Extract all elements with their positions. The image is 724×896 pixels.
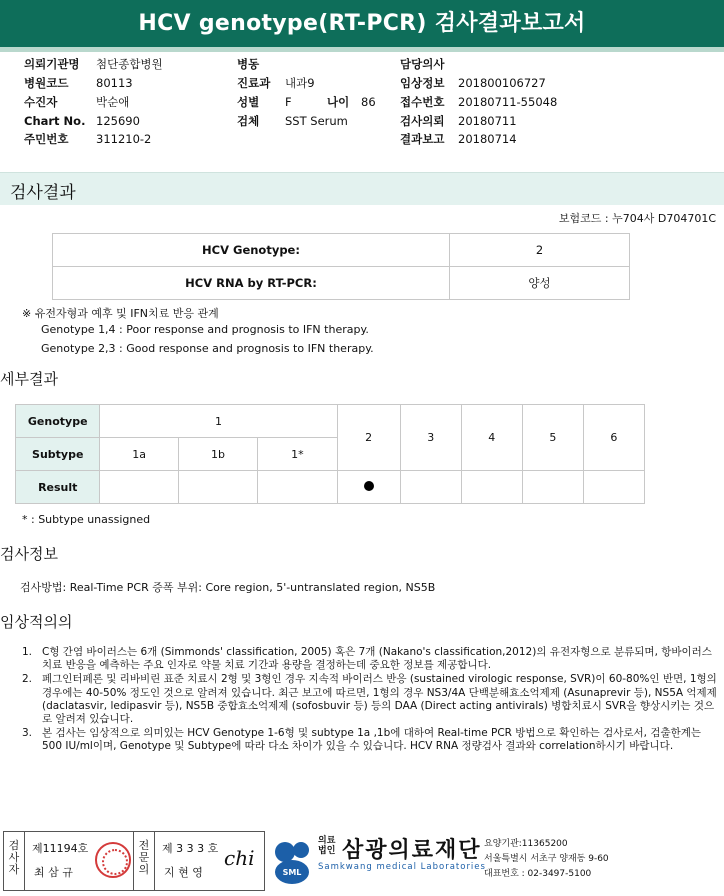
result-cell bbox=[461, 471, 522, 504]
info-value: 20180711 bbox=[458, 114, 517, 128]
specialist-signature: chi bbox=[224, 846, 255, 870]
method-section-heading: 검사정보 bbox=[0, 545, 58, 563]
genotype-cell: 4 bbox=[461, 405, 522, 471]
info-label: 검사의뢰 bbox=[400, 114, 445, 128]
tester-name: 최 삼 규 bbox=[34, 866, 73, 879]
age-value: 86 bbox=[361, 95, 376, 109]
summary-table bbox=[52, 233, 630, 300]
org-english: Samkwang medical Laboratories bbox=[318, 862, 486, 872]
specialist-license: 제 3 3 3 호 bbox=[162, 842, 219, 855]
list-text: 본 검사는 임상적으로 의미있는 HCV Genotype 1-6형 및 subtype 1a ,1b에 대하여 Real-time PCR 방법으로 확인하는 검사로서, 검출한계는 500 IU/ml이며, Genotype 및 Subtype에 따라 다소 차이가 있을 수 있습니다. HCV RNA 정량검사 결과와 correlation하시기 바랍니다. bbox=[42, 727, 702, 753]
logo-text: SML bbox=[282, 868, 302, 877]
clinical-section-heading: 임상적의의 bbox=[0, 613, 73, 631]
result-section-heading: 검사결과 bbox=[10, 183, 76, 203]
info-value: 첨단종합병원 bbox=[96, 57, 163, 71]
info-value: 80113 bbox=[96, 76, 133, 90]
result-cell bbox=[400, 471, 461, 504]
subtype-row-label: Subtype bbox=[16, 438, 100, 471]
notes-title: ※ 유전자형과 예후 및 IFN치료 반응 관계 bbox=[22, 307, 219, 320]
genotype-cell: 2 bbox=[337, 405, 400, 471]
info-value: 박순애 bbox=[96, 95, 130, 109]
result-marker-dot bbox=[364, 481, 374, 491]
list-number: 2. bbox=[22, 673, 33, 686]
tester-license: 제11194호 bbox=[32, 842, 89, 855]
genotype-row-label: Genotype bbox=[16, 405, 100, 438]
info-label: 검체 bbox=[237, 114, 260, 128]
tester-label: 검사자 bbox=[8, 839, 20, 876]
detail-table bbox=[15, 404, 645, 504]
footer bbox=[0, 828, 724, 896]
notes-line-2: Genotype 2,3 : Good response and prognosis to IFN therapy. bbox=[41, 342, 374, 355]
result-cell bbox=[258, 471, 337, 504]
list-item bbox=[22, 646, 722, 672]
specialist-name: 지 현 영 bbox=[164, 866, 203, 879]
result-row-label: Result bbox=[16, 471, 100, 504]
subtype-cell: 1b bbox=[178, 438, 257, 471]
info-label: 결과보고 bbox=[400, 132, 445, 146]
list-number: 1. bbox=[22, 646, 33, 658]
info-value: 20180714 bbox=[458, 132, 517, 146]
info-label: 성별 bbox=[237, 95, 260, 109]
org-name: 삼광의료재단 bbox=[342, 838, 482, 863]
tester-seal bbox=[95, 842, 131, 878]
subtype-footnote: * : Subtype unassigned bbox=[22, 513, 151, 526]
info-column-2 bbox=[237, 56, 387, 151]
info-value: 125690 bbox=[96, 114, 140, 128]
table-row bbox=[53, 267, 630, 300]
summary-key: HCV RNA by RT-PCR: bbox=[53, 267, 450, 300]
summary-value: 양성 bbox=[450, 267, 630, 300]
genotype-cell: 6 bbox=[583, 405, 644, 471]
info-label: 진료과 bbox=[237, 76, 271, 90]
genotype-1-cell: 1 bbox=[100, 405, 337, 438]
info-label: 수진자 bbox=[24, 95, 58, 109]
notes-line-1: Genotype 1,4 : Poor response and prognosis to IFN therapy. bbox=[41, 323, 369, 336]
table-row bbox=[53, 234, 630, 267]
info-value: SST Serum bbox=[285, 114, 348, 128]
result-section-band bbox=[0, 172, 724, 205]
info-value: 311210-2 bbox=[96, 132, 152, 146]
info-label: 임상정보 bbox=[400, 76, 445, 90]
summary-key: HCV Genotype: bbox=[53, 234, 450, 267]
age-label: 나이 bbox=[327, 95, 350, 109]
info-value: 20180711-55048 bbox=[458, 95, 558, 109]
result-cell-genotype-2 bbox=[337, 471, 400, 504]
info-label: 담당의사 bbox=[400, 57, 445, 71]
list-text: 페그인터페론 및 리바비린 표준 치료시 2형 및 3형인 경우 지속적 바이러스 반응 (sustained virologic response, SVR)이 60-80%인 반면, 1형의 경우에는 40-50% 정도인 것으로 알려져 있습니다. 최근 보고에 따르면, 1형의 경우 NS3/4A 단백분해효소억제제 (Asunaprevir 등), NS5A 억제제 (daclatasvir, ledipasvir 등), NS5B 중합효소억제제 (sofosbuvir 등) 등의 DAA (Direct acting antivirals) 병합치료시 SVR을 향상시키는 것으로 알려져 있습니다. bbox=[42, 673, 717, 726]
table-row bbox=[16, 405, 645, 438]
list-number: 3. bbox=[22, 727, 33, 740]
info-value: F bbox=[285, 95, 292, 109]
genotype-cell: 5 bbox=[522, 405, 583, 471]
info-column-1 bbox=[24, 56, 224, 151]
list-item bbox=[22, 673, 722, 726]
result-cell bbox=[522, 471, 583, 504]
info-value: 201800106727 bbox=[458, 76, 546, 90]
org-type: 의료 법인 bbox=[318, 836, 336, 856]
summary-value: 2 bbox=[450, 234, 630, 267]
list-item bbox=[22, 727, 722, 753]
subtype-cell: 1* bbox=[258, 438, 337, 471]
detail-section-heading: 세부결과 bbox=[0, 370, 58, 388]
info-label: Chart No. bbox=[24, 114, 86, 128]
result-cell bbox=[100, 471, 178, 504]
method-text: 검사방법: Real-Time PCR 증폭 부위: Core region, 5'-untranslated region, NS5B bbox=[20, 581, 436, 594]
subtype-cell: 1a bbox=[100, 438, 178, 471]
table-row bbox=[16, 471, 645, 504]
report-title: HCV genotype(RT-PCR) 검사결과보고서 bbox=[0, 0, 724, 52]
insurance-code: 보험코드 : 누704사 D704701C bbox=[558, 212, 716, 225]
list-text: C형 간염 바이러스는 6개 (Simmonds' classification, 2005) 혹은 7개 (Nakano's classification,2012)의 유전자형으로 분류되며, 항바이러스치료 반응을 예측하는 주요 인자로 약물 치료 기간과 용량을 결정하는데 중요한 정보를 제공합니다. bbox=[42, 646, 712, 672]
specialist-label: 전문의 bbox=[138, 839, 150, 876]
clinical-list bbox=[22, 646, 722, 755]
info-column-3 bbox=[400, 56, 600, 151]
sml-logo-icon bbox=[272, 834, 314, 888]
info-value: 내과9 bbox=[285, 76, 315, 90]
info-label: 주민번호 bbox=[24, 132, 69, 146]
phone: 대표번호 : 02-3497-5100 bbox=[484, 869, 592, 879]
result-cell bbox=[583, 471, 644, 504]
info-label: 병동 bbox=[237, 57, 260, 71]
care-code: 요양기관:11365200 bbox=[484, 839, 568, 849]
address: 서울특별시 서초구 양재동 9-60 bbox=[484, 854, 609, 864]
info-label: 의뢰기관명 bbox=[24, 57, 80, 71]
info-label: 병원코드 bbox=[24, 76, 69, 90]
info-label: 접수번호 bbox=[400, 95, 445, 109]
result-cell bbox=[178, 471, 257, 504]
genotype-cell: 3 bbox=[400, 405, 461, 471]
